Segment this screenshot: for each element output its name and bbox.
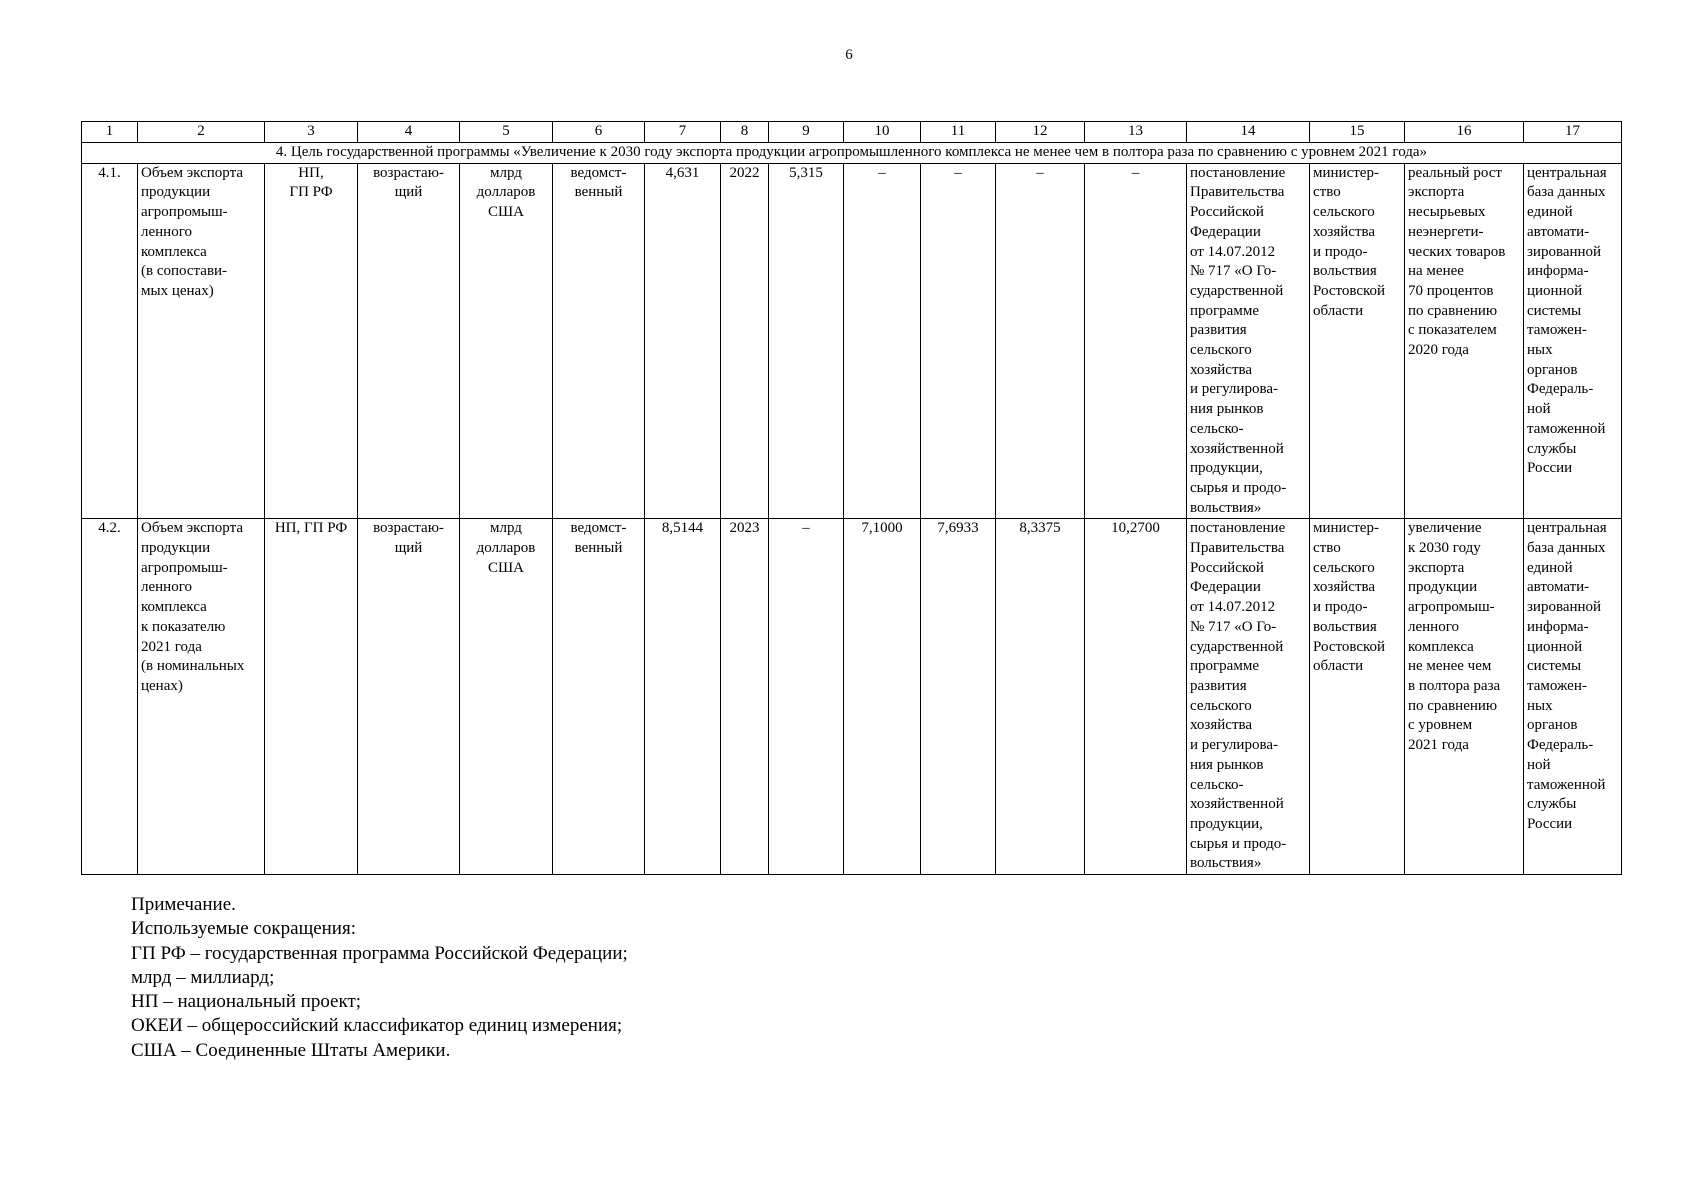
notes-subtitle: Используемые сокращения:: [131, 918, 356, 940]
page-number: 6: [845, 47, 853, 63]
indicator-level: НП, ГП РФ: [265, 163, 358, 519]
abbreviation-item: ОКЕИ – общероссийский классификатор единиц измерения;: [131, 1015, 623, 1037]
value-col-9: 5,315: [769, 163, 844, 519]
abbreviation-item: США – Соединенные Штаты Америки.: [131, 1039, 451, 1061]
indicator-type: ведомст- венный: [553, 519, 645, 875]
base-year: 2022: [721, 163, 769, 519]
column-number: 16: [1405, 122, 1524, 143]
notes-section: [131, 893, 628, 1063]
responsible-body: министер- ство сельского хозяйства и продо- вольствия Ростовской области: [1310, 163, 1405, 519]
column-number: 15: [1310, 122, 1405, 143]
value-col-9: –: [769, 519, 844, 875]
base-year: 2023: [721, 519, 769, 875]
column-number: 14: [1187, 122, 1310, 143]
indicator-name: Объем экспорта продукции агропромыш- ленного комплекса (в сопостави- мых ценах): [138, 163, 265, 519]
goal-row: [82, 142, 1622, 163]
responsible-body: министер- ство сельского хозяйства и продо- вольствия Ростовской области: [1310, 519, 1405, 875]
indicator-level: НП, ГП РФ: [265, 519, 358, 875]
table-row: [82, 163, 1622, 519]
indicator-trend: возрастаю- щий: [358, 163, 460, 519]
value-col-11: –: [921, 163, 996, 519]
notes-title: Примечание.: [131, 894, 236, 915]
column-numbers-row: [82, 122, 1622, 143]
value-col-11: 7,6933: [921, 519, 996, 875]
row-number: 4.2.: [82, 519, 138, 875]
information-system: центральная база данных единой автомати- зированной информа- ционной системы таможен- ных органов Федераль- ной таможенной службы России: [1524, 519, 1622, 875]
regulatory-document: постановление Правительства Российской Федерации от 14.07.2012 № 717 «О Го- сударственной программе развития сельского хозяйства и регулирова- ния рынков сельско- хозяйственной продукции, сырья и продо- вольствия»: [1187, 519, 1310, 875]
base-value: 4,631: [645, 163, 721, 519]
column-number: 8: [721, 122, 769, 143]
value-col-10: 7,1000: [844, 519, 921, 875]
linked-indicator: увеличение к 2030 году экспорта продукции агропромыш- ленного комплекса не менее чем в полтора раза по сравнению с уровнем 2021 года: [1405, 519, 1524, 875]
unit: млрд долларов США: [460, 163, 553, 519]
abbreviation-item: НП – национальный проект;: [131, 991, 362, 1013]
column-number: 2: [138, 122, 265, 143]
value-col-12: –: [996, 163, 1085, 519]
indicators-table: [81, 121, 1622, 875]
table-row: [82, 519, 1622, 875]
row-number: 4.1.: [82, 163, 138, 519]
column-number: 6: [553, 122, 645, 143]
base-value: 8,5144: [645, 519, 721, 875]
value-col-13: –: [1085, 163, 1187, 519]
value-col-10: –: [844, 163, 921, 519]
column-number: 9: [769, 122, 844, 143]
linked-indicator: реальный рост экспорта несырьевых неэнергети- ческих товаров на менее 70 процентов по сравнению с показателем 2020 года: [1405, 163, 1524, 519]
column-number: 12: [996, 122, 1085, 143]
unit: млрд долларов США: [460, 519, 553, 875]
regulatory-document: постановление Правительства Российской Федерации от 14.07.2012 № 717 «О Го- сударственной программе развития сельского хозяйства и регулирова- ния рынков сельско- хозяйственной продукции, сырья и продо- вольствия»: [1187, 163, 1310, 519]
column-number: 10: [844, 122, 921, 143]
value-col-12: 8,3375: [996, 519, 1085, 875]
value-col-13: 10,2700: [1085, 519, 1187, 875]
column-number: 7: [645, 122, 721, 143]
column-number: 11: [921, 122, 996, 143]
information-system: центральная база данных единой автомати- зированной информа- ционной системы таможен- ных органов Федераль- ной таможенной службы России: [1524, 163, 1622, 519]
column-number: 1: [82, 122, 138, 143]
column-number: 5: [460, 122, 553, 143]
indicator-name: Объем экспорта продукции агропромыш- ленного комплекса к показателю 2021 года (в номинальных ценах): [138, 519, 265, 875]
abbreviation-item: ГП РФ – государственная программа Российской Федерации;: [131, 942, 628, 964]
column-number: 13: [1085, 122, 1187, 143]
goal-title: 4. Цель государственной программы «Увеличение к 2030 году экспорта продукции агропромышленного комплекса не менее чем в полтора раза по сравнению с уровнем 2021 года»: [82, 142, 1622, 163]
abbreviation-item: млрд – миллиард;: [131, 966, 275, 988]
column-number: 3: [265, 122, 358, 143]
column-number: 4: [358, 122, 460, 143]
column-number: 17: [1524, 122, 1622, 143]
indicator-trend: возрастаю- щий: [358, 519, 460, 875]
indicator-type: ведомст- венный: [553, 163, 645, 519]
